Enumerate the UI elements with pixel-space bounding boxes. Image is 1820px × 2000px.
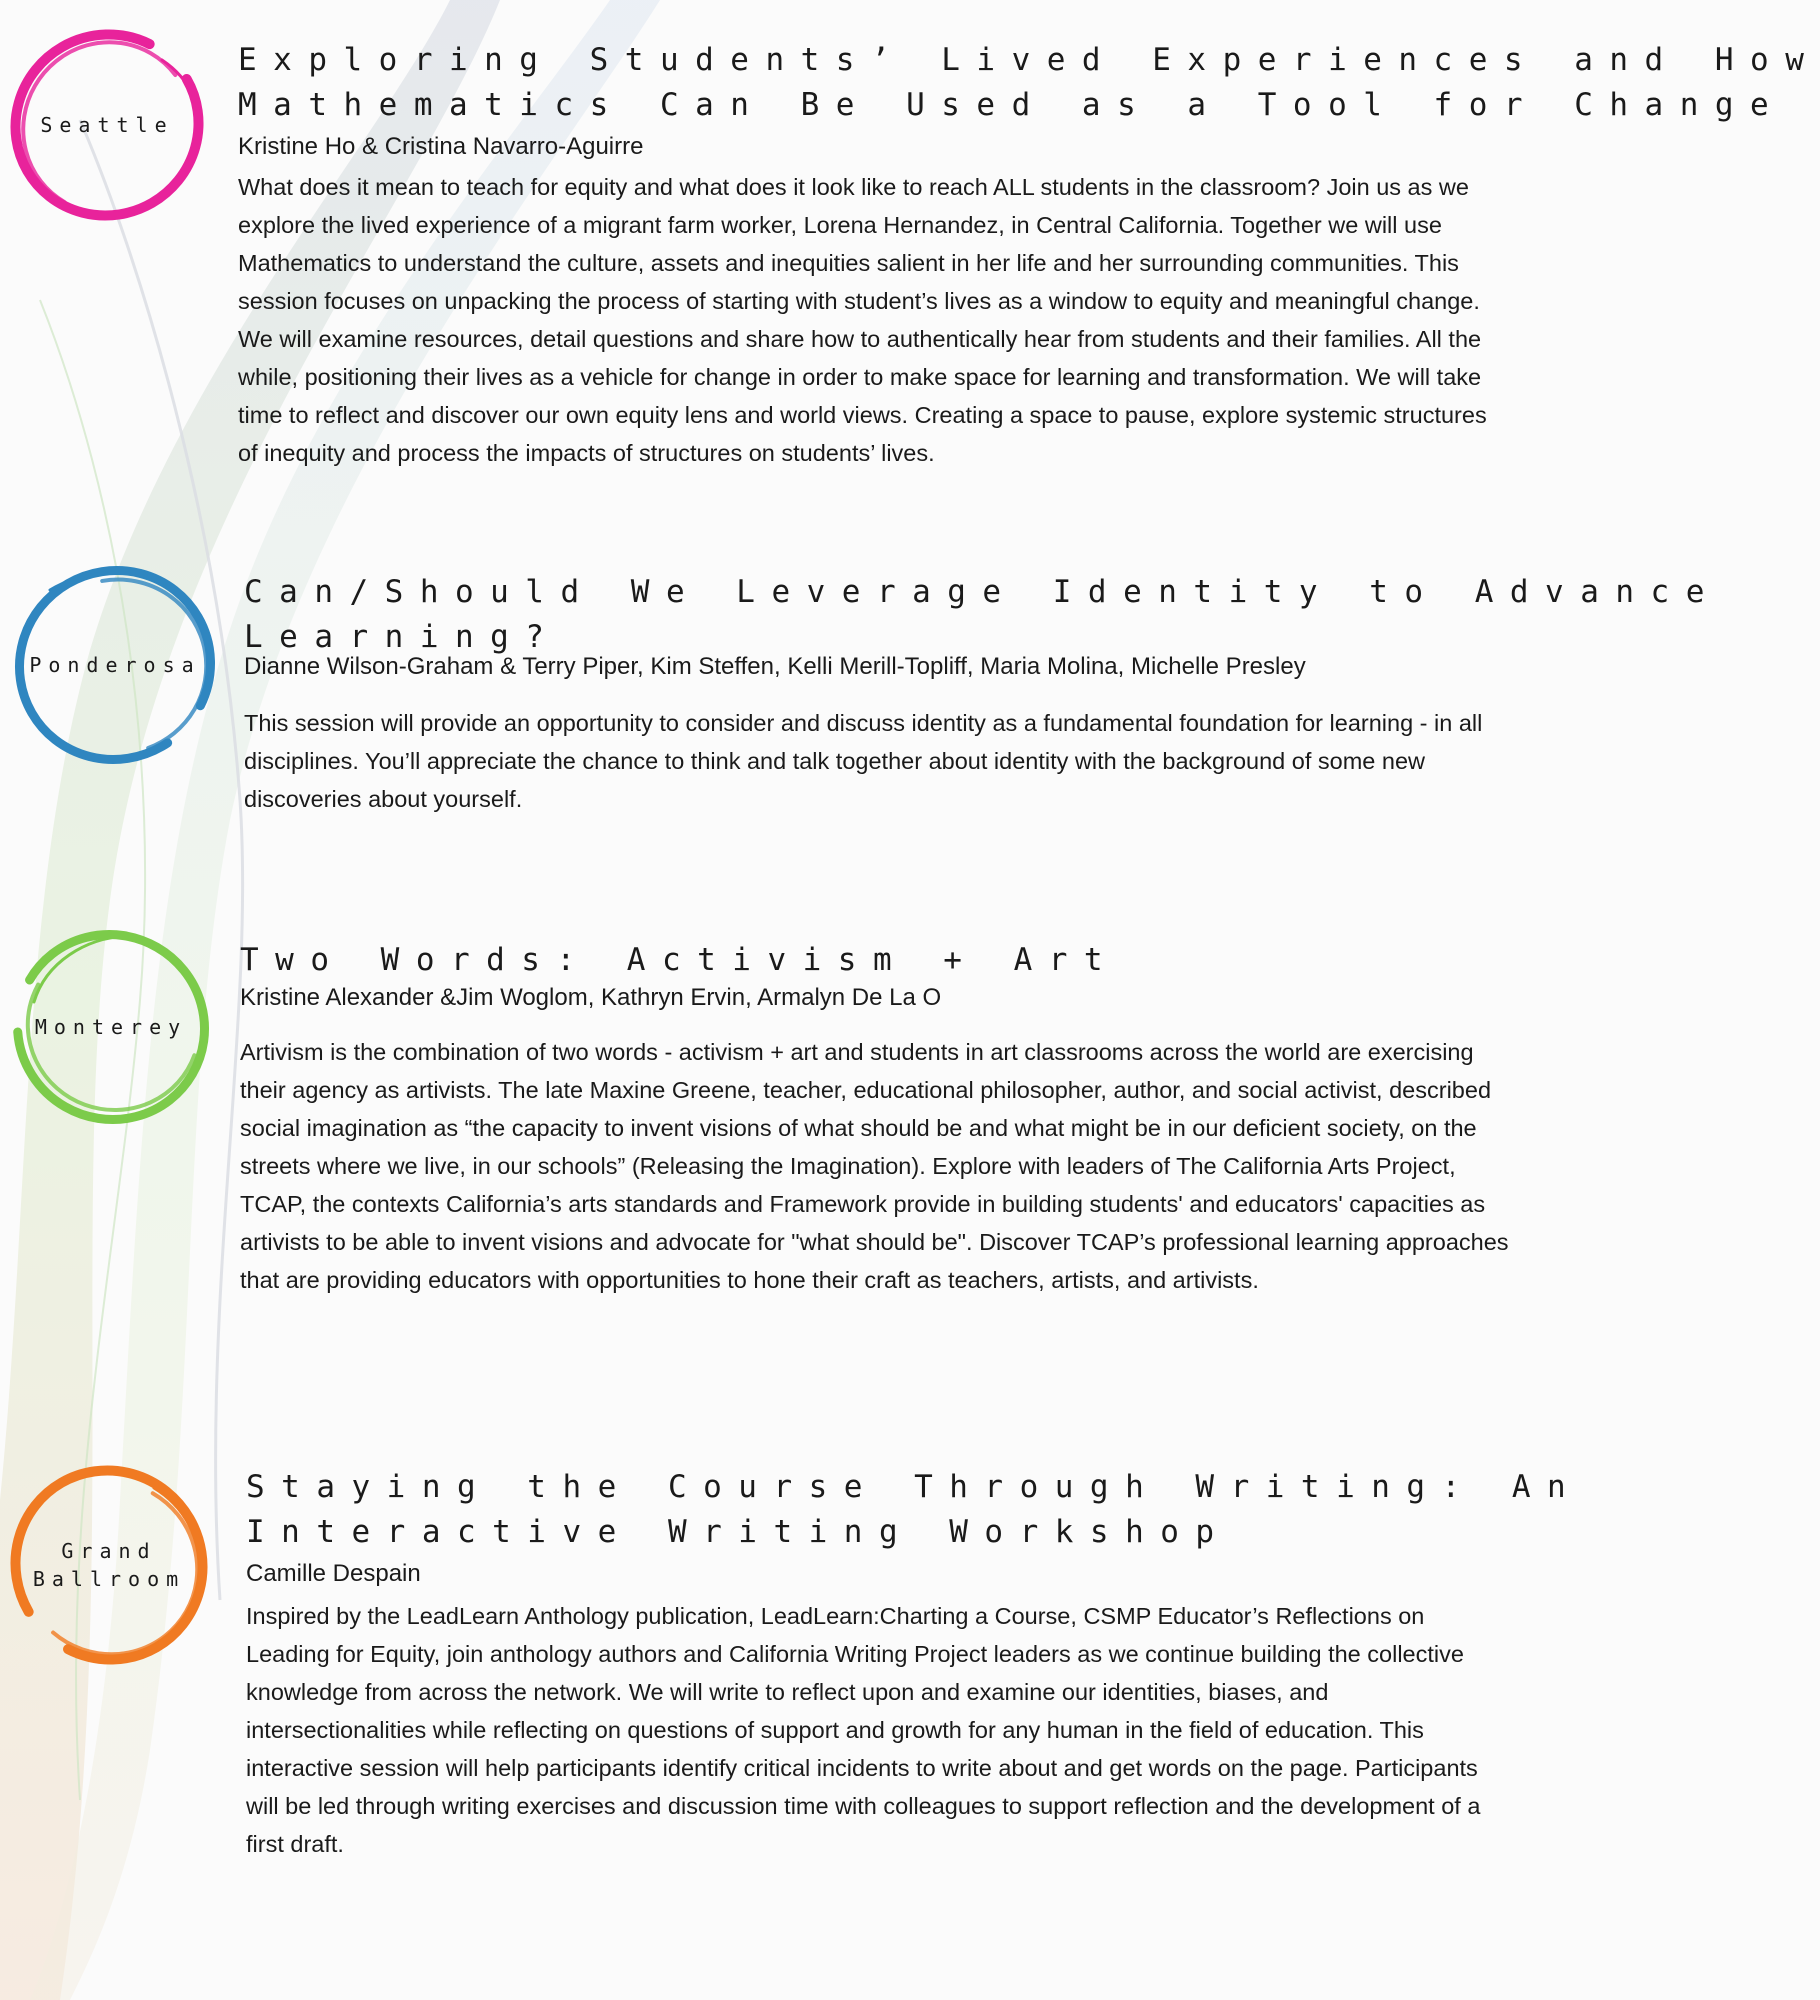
session-title	[240, 938, 1530, 983]
session-description: This session will provide an opportunity to consider and discuss identity as a fundamental foundation for learning - in all disciplines. You’ll appreciate the chance to think and talk together about identity with the background of some new discoveries about yourself.	[244, 710, 1483, 812]
room-name	[2, 20, 212, 230]
room-name-line: Seattle	[40, 113, 174, 137]
session-content	[240, 938, 1530, 1299]
room-name-line: Grand	[61, 1539, 157, 1563]
session-presenters: Kristine Alexander &Jim Woglom, Kathryn Ervin, Armalyn De La O	[240, 984, 942, 1011]
session-presenters: Camille Despain	[246, 1560, 421, 1587]
room-name-line: Ponderosa	[29, 653, 201, 677]
session-presenters: Kristine Ho & Cristina Navarro-Aguirre	[238, 133, 644, 160]
room-name-line: Monterey	[34, 1015, 188, 1039]
room-badge	[4, 1460, 214, 1670]
session-content	[244, 570, 1721, 818]
session-grand-ballroom	[0, 1455, 1583, 1895]
session-title-line: Mathematics Can Be Used as a Tool for Change	[238, 87, 1786, 123]
room-name	[4, 1460, 214, 1670]
session-presenters: Dianne Wilson-Graham & Terry Piper, Kim Steffen, Kelli Merill-Topliff, Maria Molina, Michelle Presley	[244, 653, 1306, 680]
session-title-line: Two Words: Activism + Art	[240, 942, 1120, 978]
room-badge	[2, 20, 212, 230]
room-name	[10, 560, 220, 770]
session-seattle	[0, 0, 1820, 540]
room-name-line: Ballroom	[32, 1567, 186, 1591]
session-title-line: Learning?	[244, 619, 561, 655]
session-content	[246, 1465, 1583, 1863]
session-title-line: Staying the Course Through Writing: An	[246, 1469, 1583, 1505]
session-title-line: Exploring Students’ Lived Experiences and How	[238, 42, 1820, 78]
session-ponderosa	[0, 560, 1721, 860]
room-name	[6, 922, 216, 1132]
session-title-line: Can/Should We Leverage Identity to Advance	[244, 574, 1721, 610]
room-badge	[10, 560, 220, 770]
session-title	[244, 570, 1721, 660]
session-description: Artivism is the combination of two words - activism + art and students in art classrooms across the world are exercising their agency as artivists. The late Maxine Greene, teacher, educational philosopher, author, and social activist, described social imagination as “the capacity to invent visions of what should be and what might be in our deficient society, on the streets where we live, in our schools” (Releasing the Imagination). Explore with leaders of The California Arts Project, TCAP, the contexts California’s arts standards and Framework provide in building students' and educators' capacities as artivists to be able to invent visions and advocate for "what should be". Discover TCAP’s professional learning approaches that are providing educators with opportunities to hone their craft as teachers, artists, and artivists.	[240, 1039, 1509, 1293]
session-title-line: Interactive Writing Workshop	[246, 1514, 1231, 1550]
session-description: What does it mean to teach for equity and what does it look like to reach ALL students in the classroom? Join us as we explore the lived experience of a migrant farm worker, Lorena Hernandez, in Central California. Together we will use Mathematics to understand the culture, assets and inequities salient in her life and her surrounding communities. This session focuses on unpacking the process of starting with student’s lives as a window to equity and meaningful change. We will examine resources, detail questions and share how to authentically hear from students and their families. All the while, positioning their lives as a vehicle for change in order to make space for learning and transformation. We will take time to reflect and discover our own equity lens and world views. Creating a space to pause, explore systemic structures of inequity and process the impacts of structures on students’ lives.	[238, 174, 1487, 466]
session-monterey	[0, 920, 1545, 1360]
session-title	[246, 1465, 1583, 1555]
room-badge	[6, 922, 216, 1132]
session-description: Inspired by the LeadLearn Anthology publication, LeadLearn:Charting a Course, CSMP Educator’s Reflections on Leading for Equity, join anthology authors and California Writing Project leaders as we continue building the collective knowledge from across the network. We will write to reflect upon and examine our identities, biases, and intersectionalities while reflecting on questions of support and growth for any human in the field of education. This interactive session will help participants identify critical incidents to write about and get words on the page. Participants will be led through writing exercises and discussion time with colleagues to support reflection and the development of a first draft.	[246, 1603, 1481, 1857]
session-content	[238, 38, 1820, 472]
session-title	[238, 38, 1820, 128]
